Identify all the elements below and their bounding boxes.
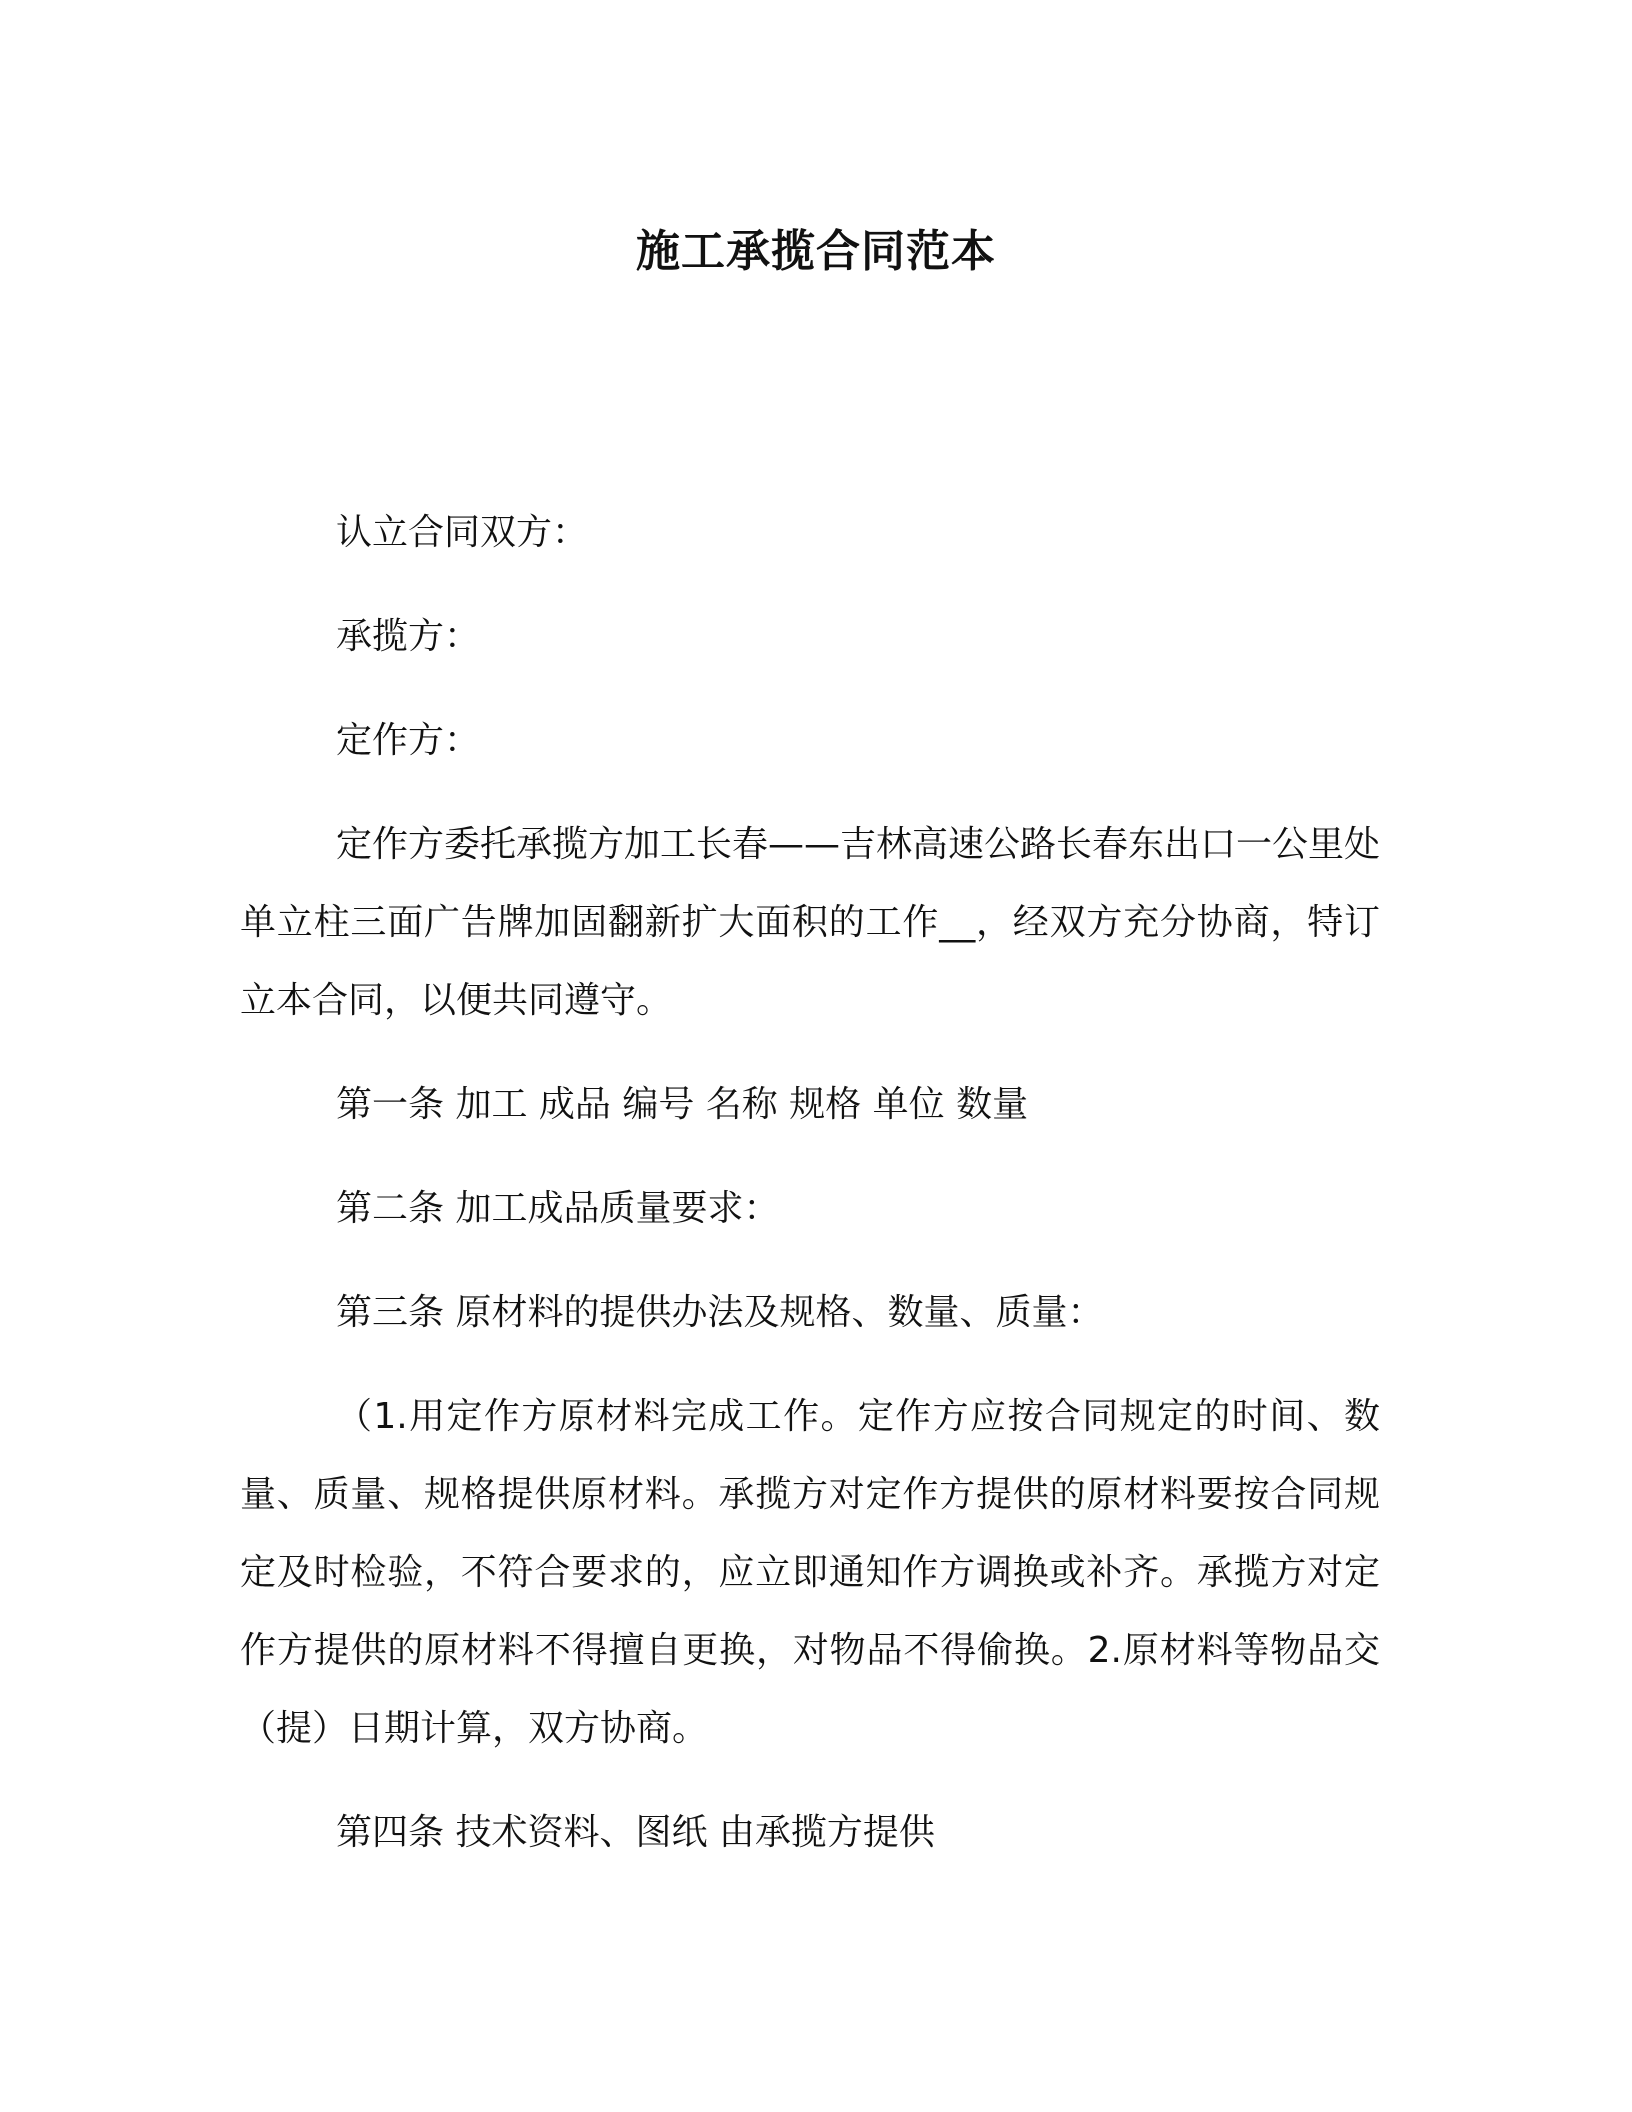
document-title: 施工承揽合同范本 (636, 226, 996, 277)
paragraph-preamble: 定作方委托承揽方加工长春——吉林高速公路长春东出口一公里处单立柱三面广告牌加固翻新扩大面积的工作__，经双方充分协商，特订立本合同，以便共同遵守。 (240, 824, 1381, 1021)
paragraph-article-3: 第三条 原材料的提供办法及规格、数量、质量： (336, 1292, 1104, 1333)
document-body (240, 494, 1380, 1898)
paragraph-article-2: 第二条 加工成品质量要求： (336, 1188, 780, 1229)
paragraph-article-4: 第四条 技术资料、图纸 由承揽方提供 (336, 1812, 935, 1853)
paragraph-parties-intro: 认立合同双方： (336, 512, 589, 553)
paragraph-contractor: 承揽方： (336, 616, 481, 657)
paragraph-article-1: 第一条 加工 成品 编号 名称 规格 单位 数量 (336, 1084, 1029, 1125)
paragraph-client: 定作方： (336, 720, 481, 761)
paragraph-article-3-detail: （1.用定作方原材料完成工作。定作方应按合同规定的时间、数量、质量、规格提供原材料。承揽方对定作方提供的原材料要按合同规定及时检验，不符合要求的，应立即通知作方调换或补齐。承揽方对定作方提供的原材料不得擅自更换，对物品不得偷换。2.原材料等物品交（提）日期计算，双方协商。 (240, 1396, 1380, 1749)
